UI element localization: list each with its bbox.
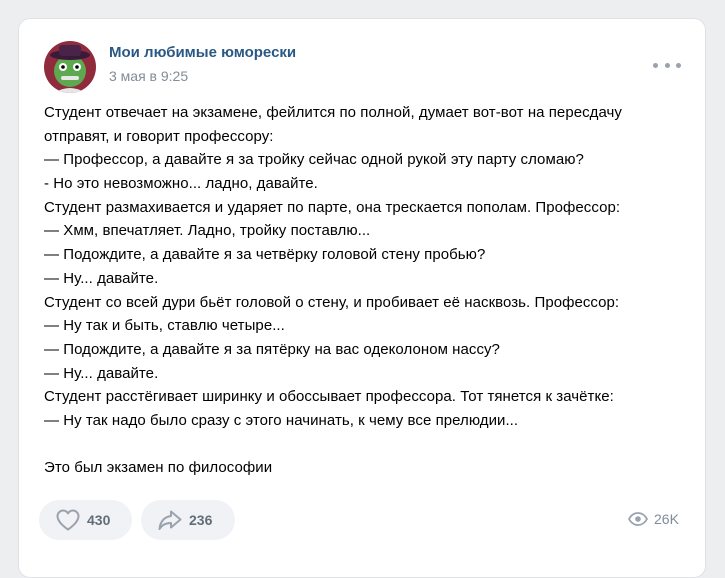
eye-icon — [628, 512, 648, 526]
like-count: 430 — [87, 512, 111, 528]
post-text-line: — Ну так надо было сразу с этого начинать, к чему все прелюдии... — [44, 411, 519, 429]
post-text-line: — Ну так и быть, ставлю четыре... — [44, 317, 285, 335]
post-text-line — [44, 433, 689, 457]
post-text-line: — Профессор, а давайте я за тройку сейчас одной рукой эту парту сломаю? — [44, 151, 584, 169]
post-text-line: Студент отвечает на экзамене, фейлится по полной, думает вот-вот на пересдачу — [44, 104, 622, 121]
more-dot — [676, 63, 681, 68]
post-text-line: — Ну... давайте. — [44, 364, 159, 382]
more-dot — [665, 63, 670, 68]
post-text-line: Студент со всей дури бьёт головой о стену, и пробивает её насквозь. Профессор: — [44, 293, 620, 311]
post-text-line: - Но это невозможно... ладно, давайте. — [44, 175, 318, 193]
share-button[interactable] — [141, 500, 235, 540]
post-text-line: Это был экзамен по философии — [44, 459, 273, 477]
post-text-line: Студент размахивается и ударяет по парте, она трескается пополам. Профессор: — [44, 198, 621, 216]
post-date[interactable]: 3 мая в 9:25 — [109, 68, 189, 84]
post-text — [44, 101, 689, 480]
post-card — [18, 18, 706, 578]
community-name[interactable]: Мои любимые юморески — [109, 44, 297, 61]
community-avatar[interactable] — [44, 41, 96, 93]
heart-outline-icon — [55, 508, 81, 532]
post-text-line: отправят, и говорит профессору: — [44, 127, 274, 145]
post-text-line: — Подождите, а давайте я за пятёрку на вас одеколоном нассу? — [44, 340, 500, 358]
post-text-line: — Подождите, а давайте я за четвёрку головой стену пробью? — [44, 246, 486, 264]
views-count: 26K — [654, 511, 679, 527]
share-arrow-icon — [157, 508, 183, 532]
more-dot — [653, 63, 658, 68]
like-button[interactable] — [39, 500, 132, 540]
post-text-line: Студент расстёгивает ширинку и обоссывает профессора. Тот тянется к зачётке: — [44, 388, 614, 406]
share-count: 236 — [189, 512, 213, 528]
more-icon[interactable] — [653, 55, 681, 75]
post-text-line: — Хмм, впечатляет. Ладно, тройку поставлю... — [44, 222, 371, 240]
post-text-line: — Ну... давайте. — [44, 269, 159, 287]
avatar-image — [44, 41, 96, 93]
views-counter — [628, 511, 679, 527]
